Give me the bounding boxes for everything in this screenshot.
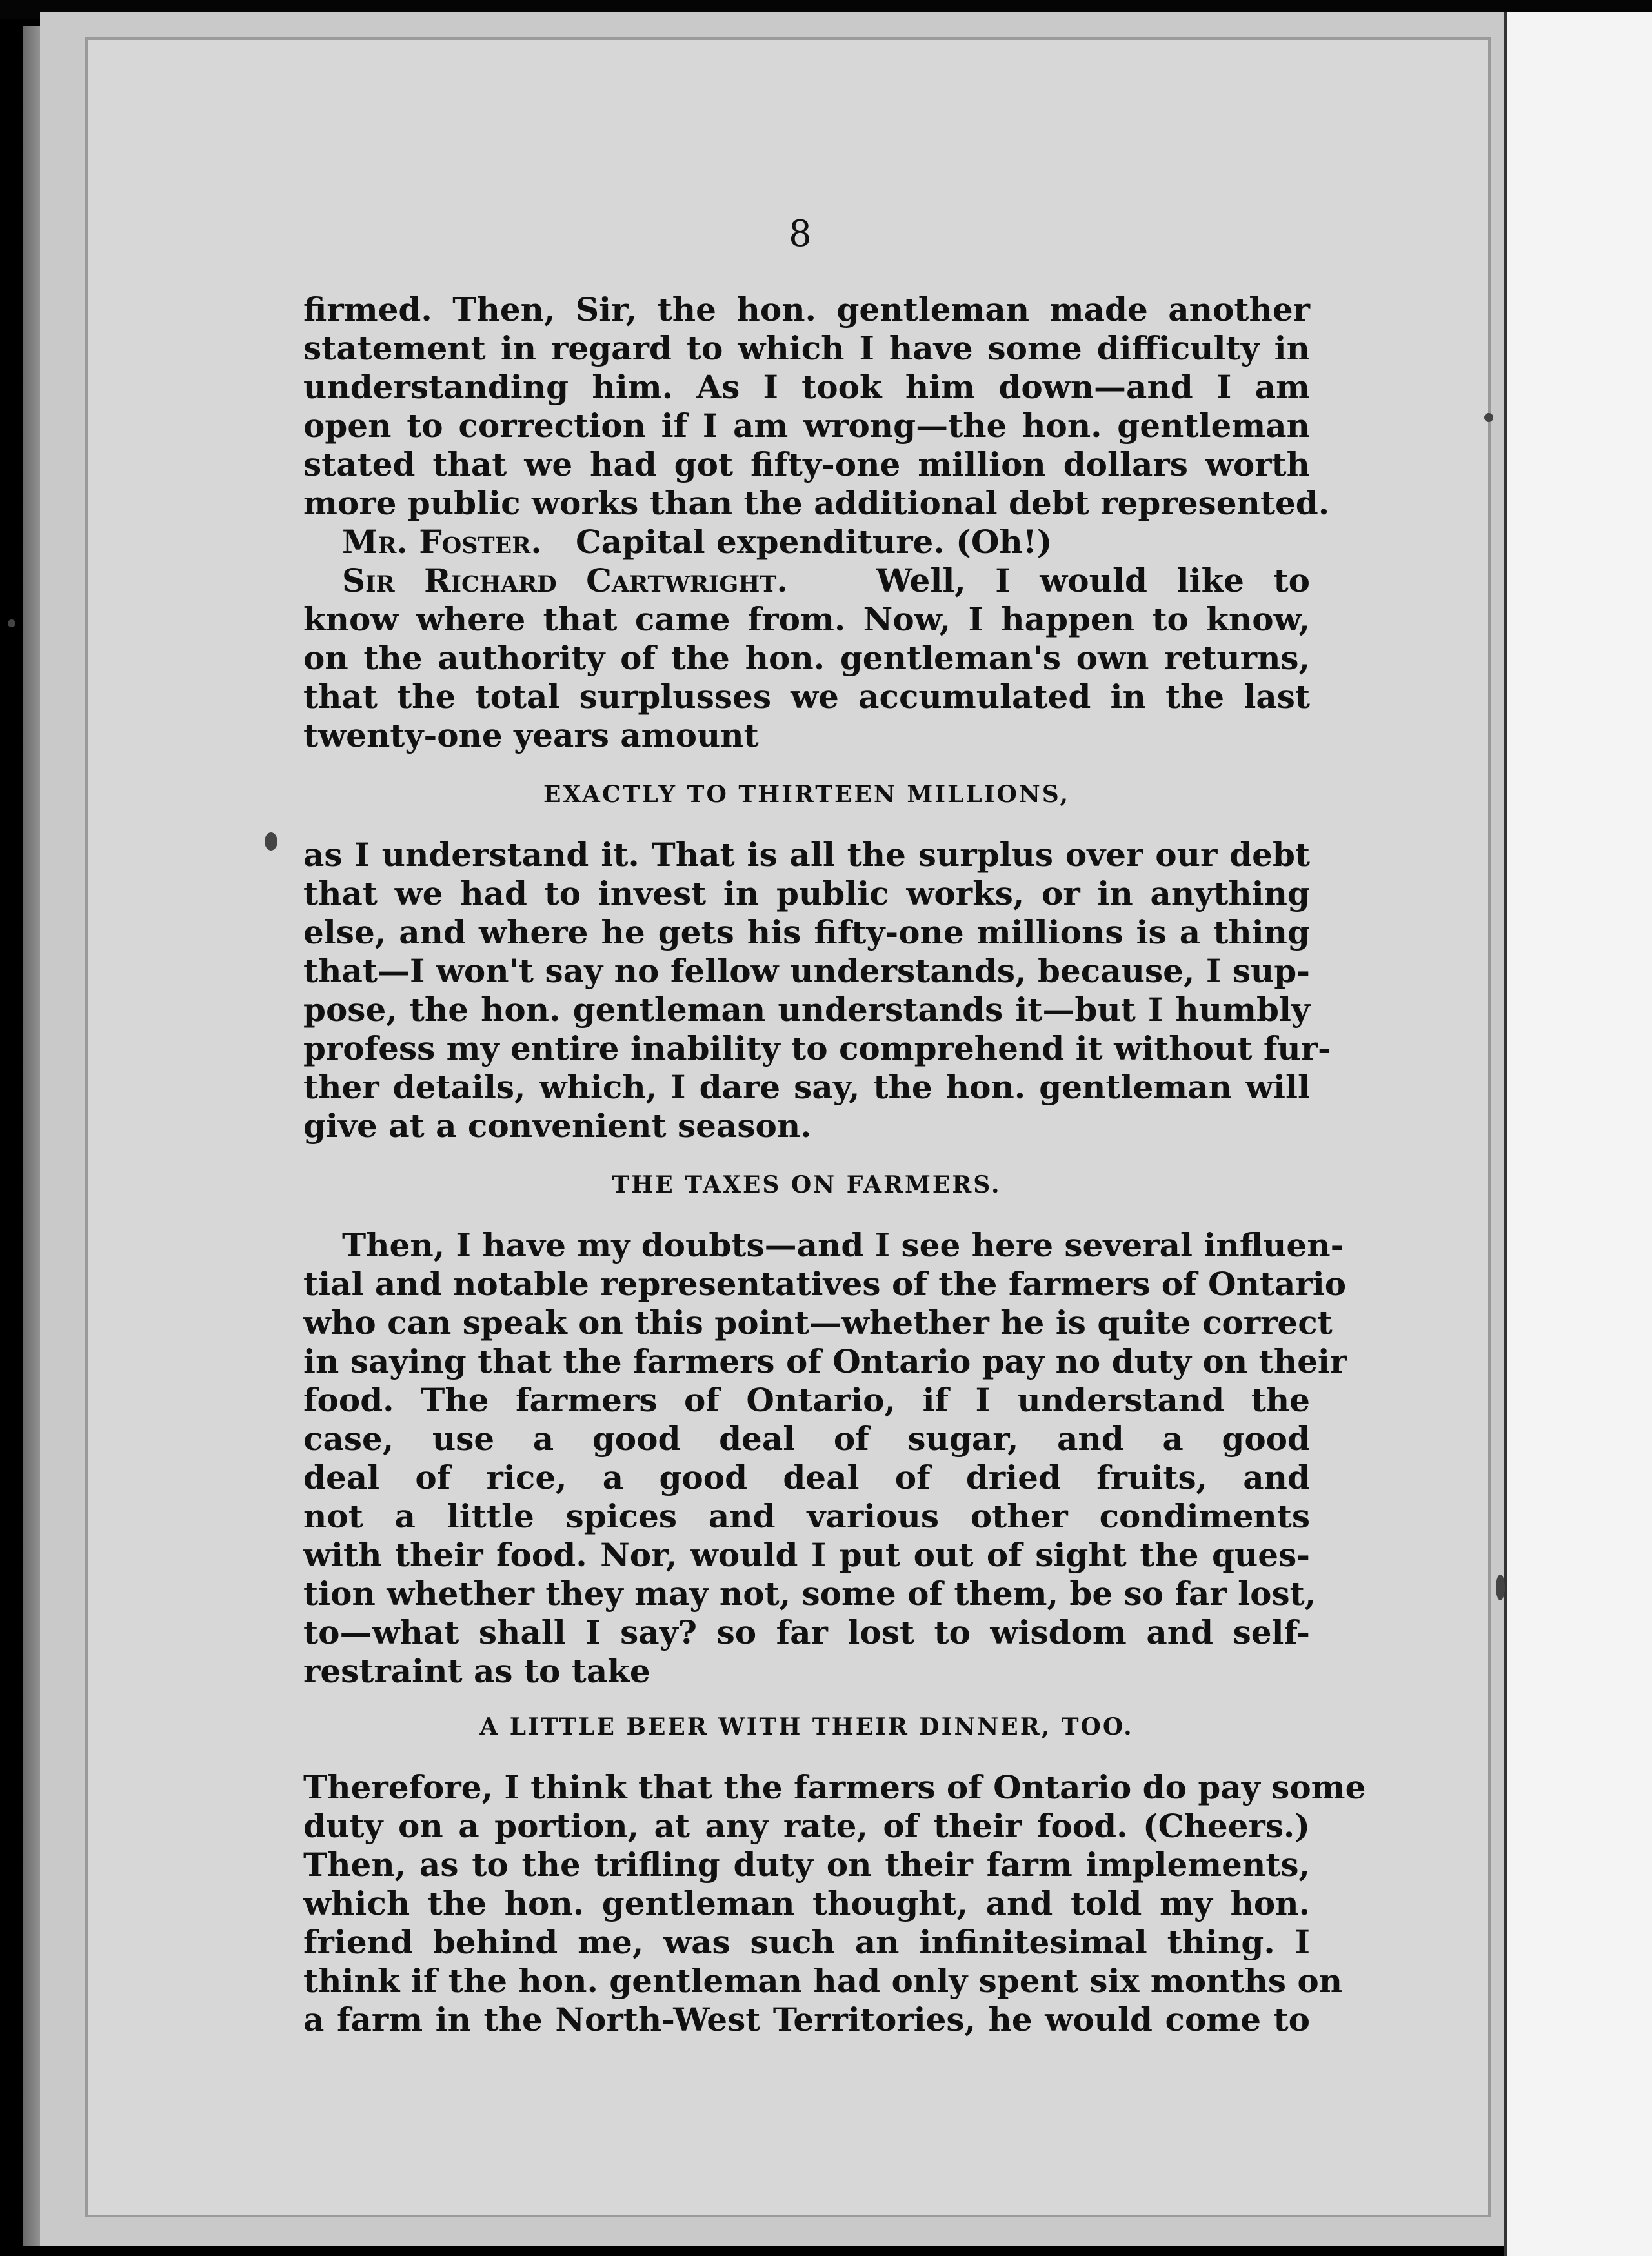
speaker-name: Mr. Foster. [342, 523, 542, 561]
text-line: stated that we had got fifty-one million dollars worth [303, 445, 1310, 483]
speaker-name: Sir Richard Cartwright. [342, 561, 788, 599]
text-line: pose, the hon. gentleman understands it—but I humbly [303, 991, 1310, 1029]
text-line: not a little spices and various other condiments [303, 1497, 1310, 1535]
text-line: to—what shall I say? so far lost to wisdom and self- [303, 1613, 1310, 1651]
text-line: that the total surplusses we accumulated in the last [303, 678, 1310, 716]
text-line: firmed. Then, Sir, the hon. gentleman made another [303, 290, 1310, 328]
section-heading: THE TAXES ON FARMERS. [612, 1171, 1002, 1198]
text-line: restraint as to take [303, 1652, 650, 1690]
text-line: understanding him. As I took him down—and I am [303, 368, 1310, 406]
text-line: which the hon. gentleman thought, and told my hon. [303, 1884, 1310, 1922]
scan-speck [8, 619, 15, 627]
section-heading: EXACTLY TO THIRTEEN MILLIONS, [543, 781, 1071, 808]
text-line: friend behind me, was such an infinitesimal thing. I [303, 1923, 1310, 1961]
text-line: on the authority of the hon. gentleman's own returns, [303, 639, 1310, 677]
text-line: tion whether they may not, some of them, be so far lost, [303, 1575, 1316, 1613]
text-line: else, and where he gets his fifty-one millions is a thing [303, 913, 1310, 951]
section-heading: A LITTLE BEER WITH THEIR DINNER, TOO. [479, 1713, 1134, 1740]
text-line: who can speak on this point—whether he is quite correct [303, 1304, 1333, 1342]
adjacent-blank-page [1504, 12, 1652, 2256]
text-line: more public works than the additional debt represented. [303, 484, 1330, 522]
text-line: in saying that the farmers of Ontario pay no duty on their [303, 1342, 1347, 1380]
text-line: that we had to invest in public works, or in anything [303, 874, 1310, 912]
text-line: know where that came from. Now, I happen to know, [303, 600, 1310, 638]
speaker-line-foster [303, 523, 1310, 561]
text-line: case, use a good deal of sugar, and a good [303, 1420, 1310, 1458]
scan-speck [1496, 1575, 1505, 1600]
text-line: as I understand it. That is all the surplus over our debt [303, 836, 1310, 874]
text-line: food. The farmers of Ontario, if I understand the [303, 1381, 1310, 1419]
text-line: twenty-one years amount [303, 716, 759, 754]
speaker-text: Well, I would like to [876, 561, 1310, 599]
text-line: duty on a portion, at any rate, of their food. (Cheers.) [303, 1807, 1310, 1845]
text-line: with their food. Nor, would I put out of sight the ques- [303, 1536, 1310, 1574]
text-line: think if the hon. gentleman had only spent six months on [303, 1962, 1343, 2000]
text-line: open to correction if I am wrong—the hon. gentleman [303, 407, 1310, 445]
text-line: deal of rice, a good deal of dried fruits, and [303, 1458, 1310, 1496]
page-number: 8 [789, 213, 812, 255]
speaker-text: Capital expenditure. (Oh!) [576, 523, 1053, 561]
speaker-line-cartwright [303, 561, 1310, 600]
text-line: give at a convenient season. [303, 1107, 812, 1145]
text-line: a farm in the North-West Territories, he would come to [303, 2000, 1310, 2039]
document-body [303, 206, 1366, 2039]
text-line: profess my entire inability to comprehend it without fur- [303, 1029, 1331, 1067]
text-line: tial and notable representatives of the farmers of Ontario [303, 1265, 1347, 1303]
text-line: ther details, which, I dare say, the hon. gentleman will [303, 1068, 1310, 1106]
text-line: Therefore, I think that the farmers of Ontario do pay some [303, 1768, 1366, 1806]
text-line: Then, I have my doubts—and I see here several influen- [342, 1226, 1344, 1264]
text-line: that—I won't say no fellow understands, because, I sup- [303, 952, 1310, 990]
scan-speck [265, 832, 277, 851]
text-line: Then, as to the trifling duty on their farm implements, [303, 1846, 1310, 1884]
scan-speck [1484, 413, 1493, 422]
text-line: statement in regard to which I have some difficulty in [303, 329, 1310, 367]
